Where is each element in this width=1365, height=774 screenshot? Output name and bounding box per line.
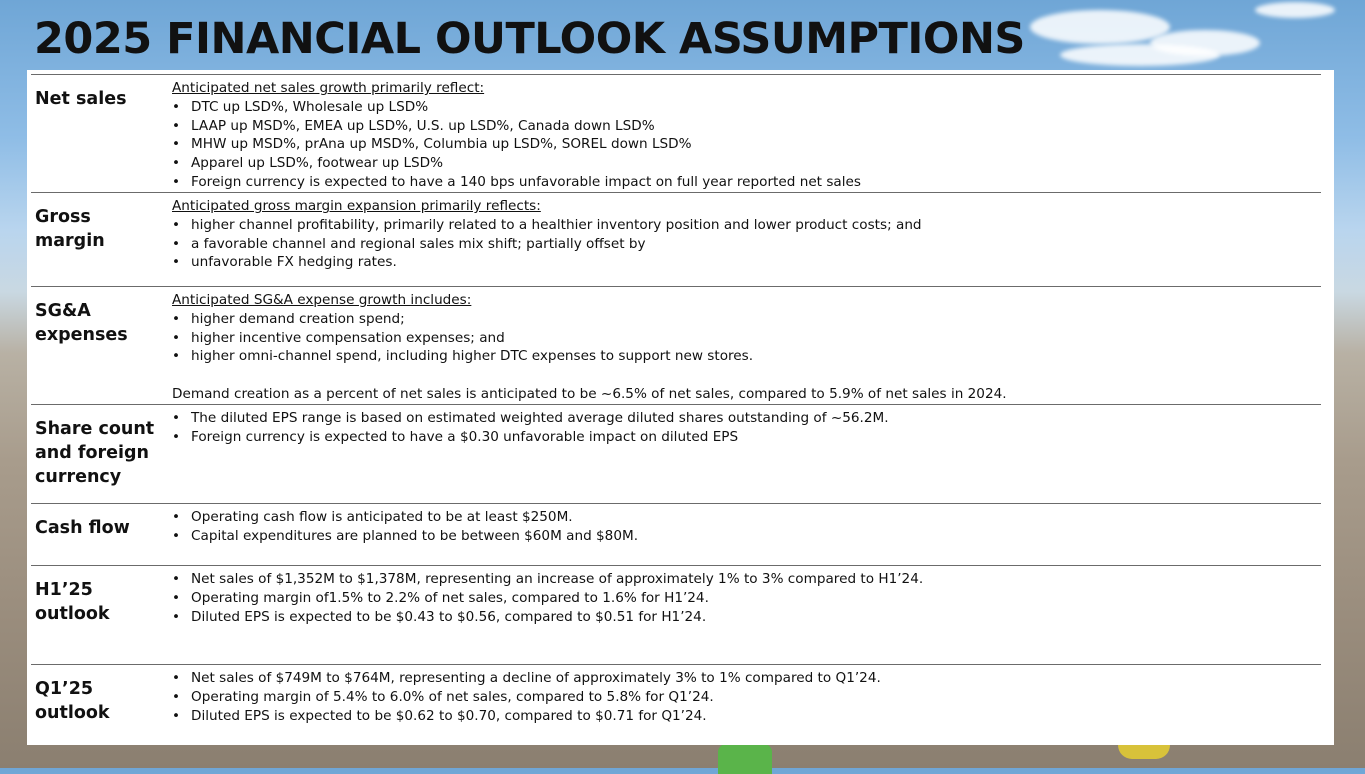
bullet-icon: • [172, 173, 181, 190]
table-row-sga-expenses [31, 286, 1321, 405]
bullet-icon: • [172, 428, 181, 445]
bullet-icon: • [172, 216, 181, 233]
row-content [172, 669, 1322, 725]
row-note: Demand creation as a percent of net sales is anticipated to be ~6.5% of net sales, compared to 5.9% of net sales in 2024. [172, 385, 1007, 402]
list-item: • higher demand creation spend; [172, 310, 405, 327]
assumptions-table [27, 70, 1334, 745]
list-item: • Foreign currency is expected to have a 140 bps unfavorable impact on full year reported net sales [172, 173, 861, 190]
list-item: • unfavorable FX hedging rates. [172, 254, 397, 271]
row-label: Share count and foreign currency [35, 419, 155, 487]
list-item: • higher omni-channel spend, including higher DTC expenses to support new stores. [172, 348, 754, 365]
row-intro: Anticipated net sales growth primarily reflect: [172, 80, 485, 96]
list-item: • DTC up LSD%, Wholesale up LSD% [172, 98, 429, 115]
table-row-h1-outlook [31, 565, 1321, 665]
bullet-list [172, 409, 1322, 447]
row-label: Cash flow [35, 518, 130, 538]
row-label: Q1’25 outlook [35, 679, 110, 723]
list-item: • Diluted EPS is expected to be $0.43 to $0.56, compared to $0.51 for H1’24. [172, 608, 707, 625]
bullet-icon: • [172, 254, 181, 271]
list-item: • Diluted EPS is expected to be $0.62 to $0.70, compared to $0.71 for Q1’24. [172, 707, 707, 724]
bullet-icon: • [172, 608, 181, 625]
bullet-icon: • [172, 329, 181, 346]
cloud-decoration [1030, 10, 1170, 44]
list-item: • The diluted EPS range is based on estimated weighted average diluted shares outstanding of ~56.2M. [172, 410, 889, 426]
bullet-icon: • [172, 571, 181, 587]
background-object [718, 744, 772, 774]
row-intro: Anticipated gross margin expansion primarily reflects: [172, 198, 541, 214]
background-object [1118, 745, 1170, 759]
row-label: Net sales [35, 89, 127, 109]
bullet-icon: • [172, 310, 181, 327]
row-label: SG&A expenses [35, 301, 128, 345]
bullet-icon: • [172, 670, 181, 686]
list-item: • a favorable channel and regional sales mix shift; partially offset by [172, 235, 646, 252]
list-item: • Capital expenditures are planned to be between $60M and $80M. [172, 527, 639, 544]
row-content [172, 570, 1322, 626]
bullet-icon: • [172, 688, 181, 705]
table-row-q1-outlook [31, 664, 1321, 745]
list-item: • Operating margin of 5.4% to 6.0% of net sales, compared to 5.8% for Q1’24. [172, 688, 714, 705]
row-intro: Anticipated SG&A expense growth includes: [172, 292, 472, 308]
bullet-icon: • [172, 117, 181, 134]
bullet-icon: • [172, 527, 181, 544]
bullet-list [172, 216, 1322, 272]
table-row-cash-flow [31, 503, 1321, 566]
row-label: Gross margin [35, 207, 105, 251]
bullet-icon: • [172, 348, 181, 365]
list-item: • Foreign currency is expected to have a $0.30 unfavorable impact on diluted EPS [172, 428, 739, 445]
bullet-list [172, 98, 1322, 192]
bullet-icon: • [172, 155, 181, 172]
bullet-icon: • [172, 98, 181, 115]
table-row-net-sales [31, 74, 1321, 193]
list-item: • Operating margin of1.5% to 2.2% of net sales, compared to 1.6% for H1’24. [172, 589, 709, 606]
bullet-icon: • [172, 589, 181, 606]
row-label: H1’25 outlook [35, 580, 110, 624]
bullet-icon: • [172, 235, 181, 252]
table-row-share-count [31, 404, 1321, 504]
bullet-icon: • [172, 707, 181, 724]
list-item: • LAAP up MSD%, EMEA up LSD%, U.S. up LSD%, Canada down LSD% [172, 117, 655, 134]
list-item: • Net sales of $749M to $764M, representing a decline of approximately 3% to 1% compared to Q1’24. [172, 670, 881, 686]
bullet-list [172, 508, 1322, 546]
list-item: • higher channel profitability, primarily related to a healthier inventory position and lower product costs; and [172, 216, 922, 233]
bullet-list [172, 669, 1322, 725]
cloud-decoration [1060, 44, 1220, 66]
list-item: • Net sales of $1,352M to $1,378M, representing an increase of approximately 1% to 3% compared to H1’24. [172, 571, 924, 587]
list-item: • Apparel up LSD%, footwear up LSD% [172, 155, 444, 172]
list-item: • higher incentive compensation expenses; and [172, 329, 505, 346]
list-item: • Operating cash flow is anticipated to be at least $250M. [172, 509, 573, 525]
bullet-list [172, 310, 1322, 366]
bullet-icon: • [172, 509, 181, 525]
list-item: • MHW up MSD%, prAna up MSD%, Columbia up LSD%, SOREL down LSD% [172, 136, 692, 153]
row-content [172, 79, 1322, 192]
row-content [172, 291, 1322, 404]
bullet-list [172, 570, 1322, 626]
bullet-icon: • [172, 136, 181, 153]
table-row-gross-margin [31, 192, 1321, 287]
cloud-decoration [1255, 2, 1335, 18]
page-title: 2025 FINANCIAL OUTLOOK ASSUMPTIONS [34, 14, 1025, 64]
row-content [172, 197, 1322, 272]
row-content [172, 508, 1322, 546]
bullet-icon: • [172, 410, 181, 426]
row-content [172, 409, 1322, 447]
